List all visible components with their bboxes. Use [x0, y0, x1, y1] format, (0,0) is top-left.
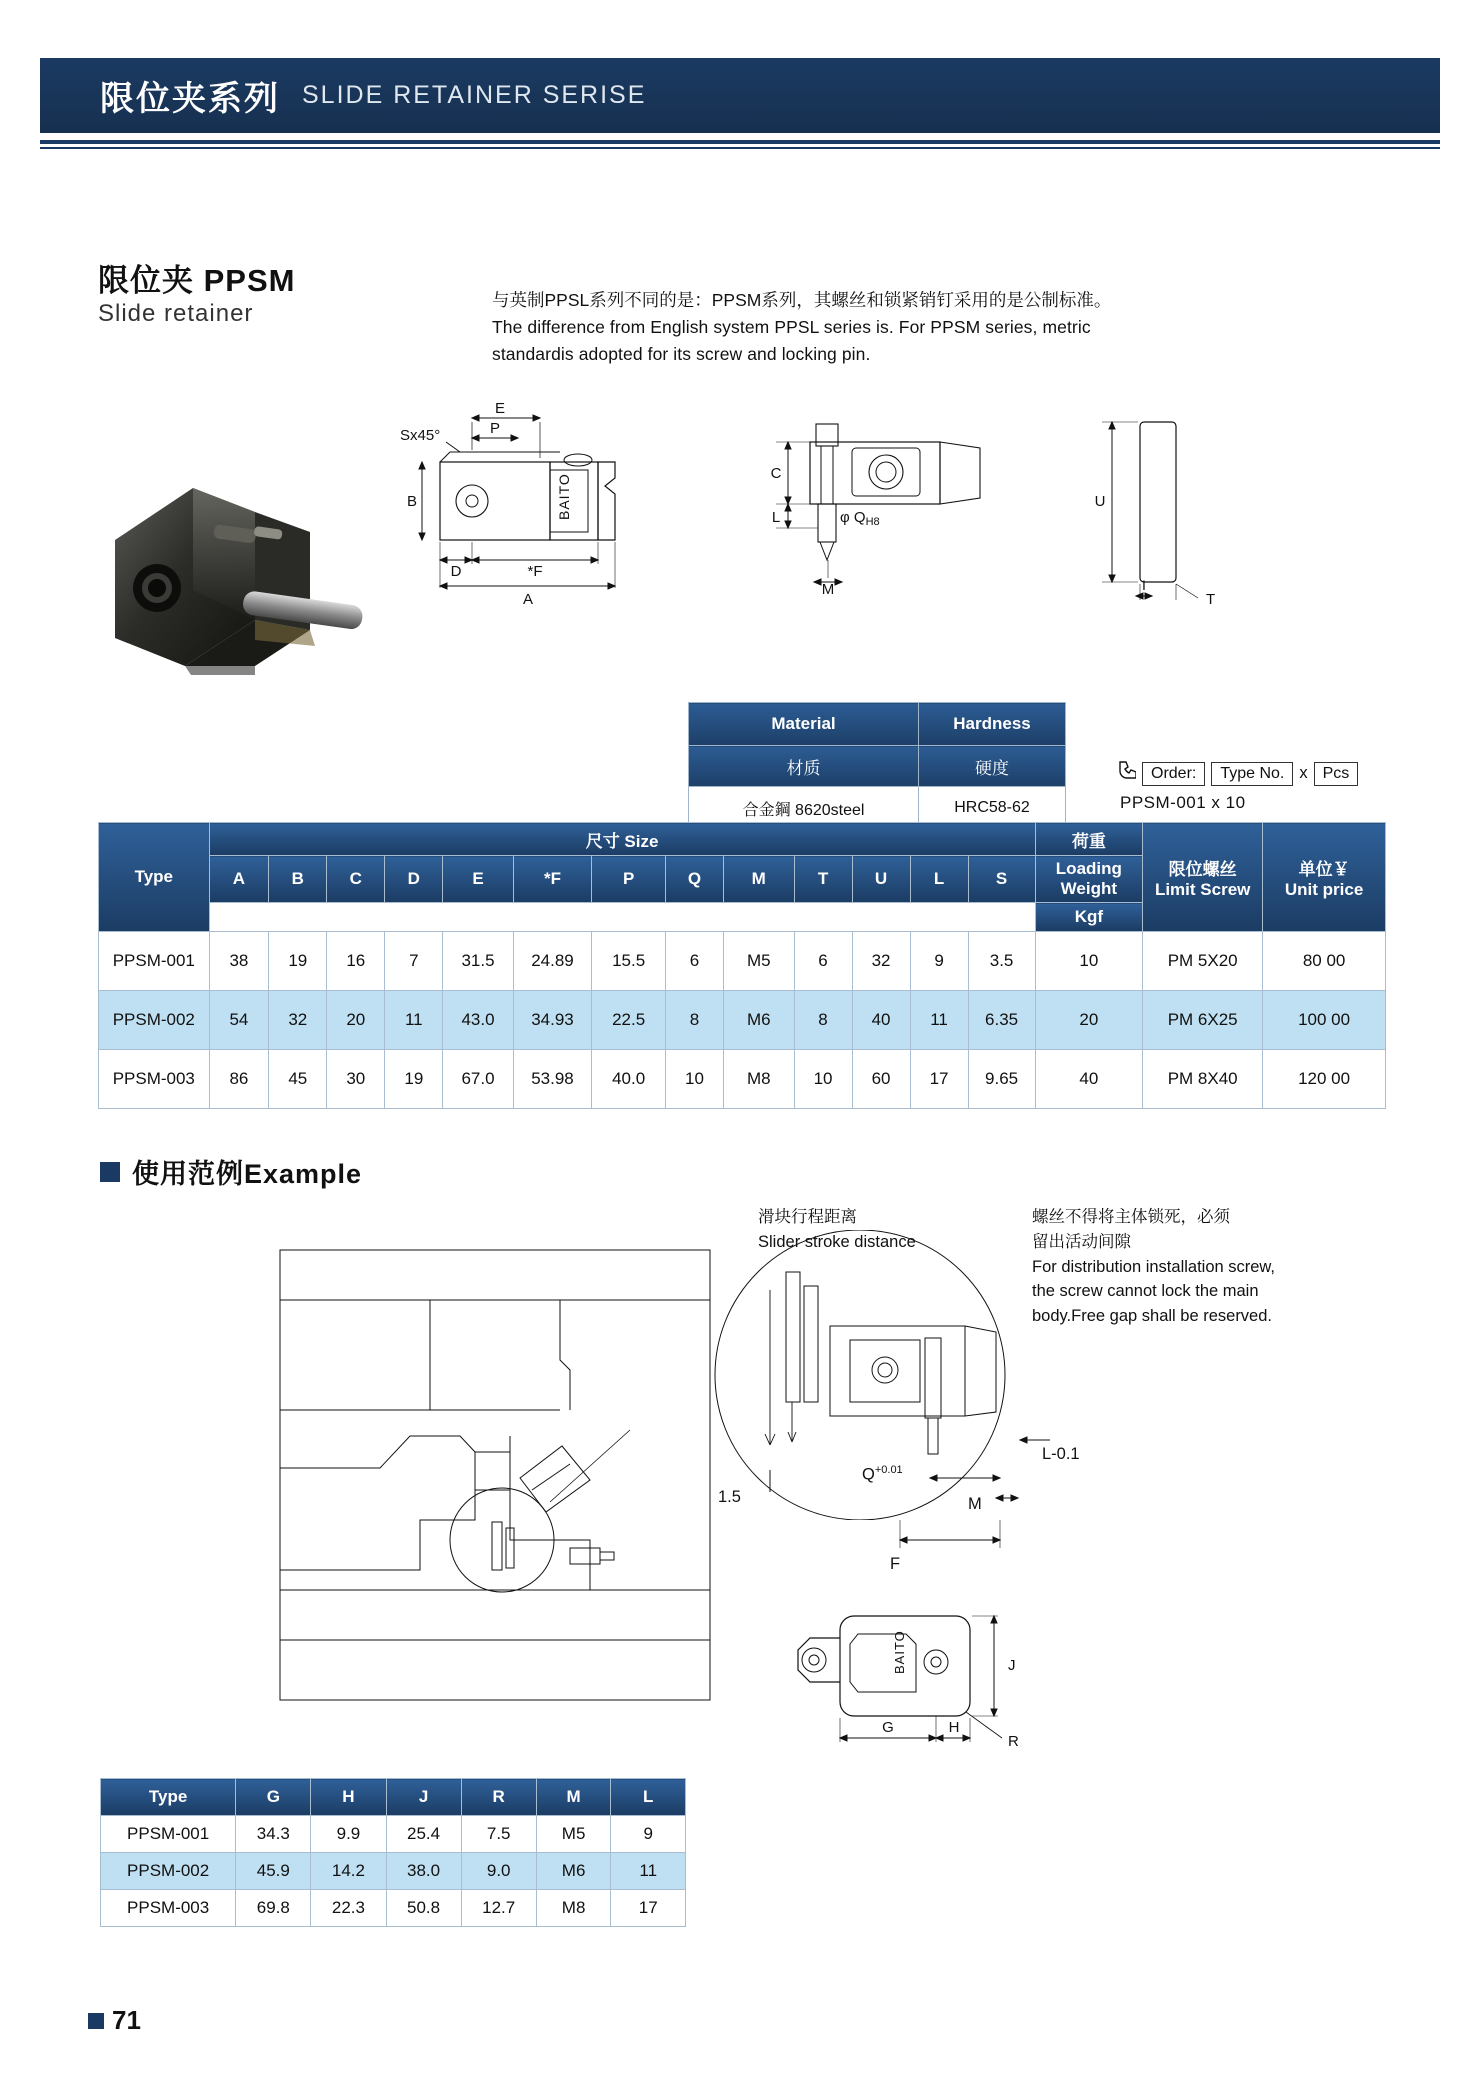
phone-icon [1118, 760, 1136, 787]
spec-col-L: L [910, 856, 968, 903]
svg-text:φ QH8: φ $Q_{H8}$ [840, 509, 880, 528]
cell-M: M6 [536, 1853, 611, 1890]
cell-A: 54 [209, 991, 269, 1050]
header-title-cn: 限位夹系列 [100, 80, 280, 118]
dim-Q-tolerance: +0.01 [874, 1464, 903, 1476]
material-table [688, 702, 1066, 830]
cell-D: 7 [385, 932, 443, 991]
cell-P: 22.5 [592, 991, 666, 1050]
note-en-line1: The difference from English system PPSL series is. For PPSM series, metric [492, 317, 1091, 338]
cell-load: 10 [1035, 932, 1143, 991]
warning-cn2: 留出活动间隙 [1032, 1232, 1131, 1251]
spec-col-M: M [724, 856, 795, 903]
cell-type: PPSM-002 [101, 1853, 236, 1890]
warning-en1: For distribution installation screw, [1032, 1257, 1276, 1276]
cell-F: 24.89 [513, 932, 592, 991]
spec-col-P: P [592, 856, 666, 903]
bot-col-M: M [536, 1779, 611, 1816]
table-row [101, 1890, 686, 1927]
spec-col-B: B [269, 856, 327, 903]
stroke-label-cn: 滑块行程距离 [758, 1208, 857, 1226]
cell-R: 12.7 [461, 1890, 536, 1927]
warning-en3: body.Free gap shall be reserved. [1032, 1307, 1272, 1325]
cell-L: 9 [611, 1816, 686, 1853]
cell-L: 17 [611, 1890, 686, 1927]
cell-B: 32 [269, 991, 327, 1050]
dim-F: F [890, 1555, 901, 1573]
spec-load-unit: Kgf [1035, 903, 1143, 932]
cell-price: 120 00 [1263, 1050, 1386, 1109]
svg-text:H: H [948, 1719, 960, 1736]
cell-screw: PM 8X40 [1143, 1050, 1263, 1109]
square-bullet-icon [100, 1162, 120, 1182]
warning-label [1032, 1205, 1372, 1329]
material-header: Material [689, 703, 919, 746]
cell-L: 11 [910, 991, 968, 1050]
product-title-cn: 限位夹 PPSM [98, 263, 296, 298]
svg-text:C: C [770, 465, 782, 482]
cell-G: 45.9 [236, 1853, 311, 1890]
spec-col-C: C [327, 856, 385, 903]
page-footer [88, 2005, 141, 2036]
cell-E: 43.0 [443, 991, 513, 1050]
order-label: Order: [1142, 762, 1205, 786]
cell-T: 10 [794, 1050, 852, 1109]
cell-P: 40.0 [592, 1050, 666, 1109]
spec-col-T: T [794, 856, 852, 903]
bot-col-R: R [461, 1779, 536, 1816]
cell-M: M8 [724, 1050, 795, 1109]
cell-L: 11 [611, 1853, 686, 1890]
cell-S: 6.35 [968, 991, 1035, 1050]
cell-M: M6 [724, 991, 795, 1050]
order-info [1118, 760, 1358, 813]
spec-col-Q: Q [666, 856, 724, 903]
table-row [99, 1050, 1386, 1109]
cell-B: 19 [269, 932, 327, 991]
svg-text:B: B [406, 493, 418, 510]
hardness-value: HRC58-62 [919, 787, 1066, 830]
order-pcs: Pcs [1314, 762, 1359, 786]
product-photo [105, 470, 395, 690]
bar-view-drawing [1080, 400, 1260, 620]
cell-Q: 6 [666, 932, 724, 991]
cell-Q: 8 [666, 991, 724, 1050]
cell-screw: PM 6X25 [1143, 991, 1263, 1050]
page-number: 71 [112, 2005, 141, 2035]
cell-type: PPSM-002 [99, 991, 210, 1050]
hardness-subheader: 硬度 [919, 746, 1066, 787]
cell-price: 80 00 [1263, 932, 1386, 991]
dim-L: L-0.1 [1042, 1445, 1080, 1463]
note-cn: 与英制PPSL系列不同的是：PPSM系列，其螺丝和锁紧销钉采用的是公制标准。 [492, 290, 1112, 310]
cell-type: PPSM-003 [99, 1050, 210, 1109]
cell-H: 22.3 [311, 1890, 386, 1927]
mold-example-drawing [270, 1240, 720, 1710]
cell-H: 14.2 [311, 1853, 386, 1890]
cell-screw: PM 5X20 [1143, 932, 1263, 991]
spec-screw-cn: 限位螺丝 [1168, 859, 1237, 879]
table-row [101, 1853, 686, 1890]
svg-text:BAITO: BAITO [892, 1630, 907, 1674]
dim-1_5: 1.5 [718, 1488, 741, 1506]
cell-type: PPSM-001 [101, 1816, 236, 1853]
svg-text:I: I [1142, 577, 1146, 593]
cell-R: 9.0 [461, 1853, 536, 1890]
svg-text:BAITO: BAITO [556, 473, 572, 520]
svg-text:L: L [771, 509, 781, 526]
product-note [492, 287, 1222, 368]
cell-load: 40 [1035, 1050, 1143, 1109]
svg-text:U: U [1094, 493, 1106, 510]
cell-L: 9 [910, 932, 968, 991]
material-value: 合金鋼 8620steel [689, 787, 919, 830]
cell-load: 20 [1035, 991, 1143, 1050]
order-times: x [1299, 764, 1308, 782]
cell-P: 15.5 [592, 932, 666, 991]
warning-en2: the screw cannot lock the main [1032, 1282, 1259, 1301]
plate-view-drawing [740, 1598, 1060, 1758]
svg-text:A: A [522, 591, 534, 608]
svg-text:Sx45°: Sx45° [400, 427, 441, 444]
spec-col-E: E [443, 856, 513, 903]
bot-col-type: Type [101, 1779, 236, 1816]
cell-type: PPSM-001 [99, 932, 210, 991]
spec-col-S: S [968, 856, 1035, 903]
cell-C: 30 [327, 1050, 385, 1109]
bot-col-L: L [611, 1779, 686, 1816]
cell-L: 17 [910, 1050, 968, 1109]
cell-Q: 10 [666, 1050, 724, 1109]
table-row [99, 991, 1386, 1050]
header-divider [40, 140, 1440, 144]
cell-U: 60 [852, 1050, 910, 1109]
cell-A: 86 [209, 1050, 269, 1109]
cell-F: 34.93 [513, 991, 592, 1050]
front-view-drawing [400, 400, 690, 630]
spec-col-D: D [385, 856, 443, 903]
header-divider-secondary [40, 147, 1440, 149]
cell-C: 20 [327, 991, 385, 1050]
svg-text:M: M [821, 581, 835, 598]
spec-table-body [99, 932, 1386, 1109]
cell-C: 16 [327, 932, 385, 991]
bottom-table [100, 1778, 686, 1927]
spec-col-F: *F [513, 856, 592, 903]
cell-S: 9.65 [968, 1050, 1035, 1109]
cell-G: 34.3 [236, 1816, 311, 1853]
warning-cn1: 螺丝不得将主体锁死，必须 [1032, 1208, 1230, 1226]
svg-text:R: R [1008, 1733, 1019, 1750]
dim-Q-text: Q [862, 1465, 875, 1484]
material-subheader: 材质 [689, 746, 919, 787]
cell-D: 19 [385, 1050, 443, 1109]
bot-col-H: H [311, 1779, 386, 1816]
cell-B: 45 [269, 1050, 327, 1109]
header-title-en: SLIDE RETAINER SERISE [302, 81, 647, 109]
note-en-line2: standardis adopted for its screw and locking pin. [492, 344, 871, 365]
detail-dimension-lines [700, 1400, 1080, 1590]
svg-text:J: J [1008, 1657, 1016, 1674]
spec-col-type: Type [99, 823, 210, 932]
cell-D: 11 [385, 991, 443, 1050]
cell-M: M8 [536, 1890, 611, 1927]
svg-text:T: T [1206, 591, 1216, 608]
bot-col-G: G [236, 1779, 311, 1816]
spec-col-price [1263, 823, 1386, 932]
table-row [99, 932, 1386, 991]
cell-U: 40 [852, 991, 910, 1050]
svg-text:G: G [882, 1719, 894, 1736]
cell-J: 38.0 [386, 1853, 461, 1890]
bot-col-J: J [386, 1779, 461, 1816]
spec-table [98, 822, 1386, 1109]
spec-load-cn: 荷重 [1035, 823, 1143, 856]
example-heading [100, 1152, 362, 1191]
stroke-label [758, 1205, 916, 1255]
cell-E: 31.5 [443, 932, 513, 991]
svg-text:*F: *F [527, 563, 543, 580]
cell-G: 69.8 [236, 1890, 311, 1927]
hardness-header: Hardness [919, 703, 1066, 746]
dim-M: M [968, 1495, 982, 1513]
cell-A: 38 [209, 932, 269, 991]
cell-M: M5 [536, 1816, 611, 1853]
cell-F: 53.98 [513, 1050, 592, 1109]
svg-text:P: P [489, 420, 501, 437]
cell-M: M5 [724, 932, 795, 991]
spec-load-en: Loading Weight [1035, 856, 1143, 903]
cell-S: 3.5 [968, 932, 1035, 991]
cell-R: 7.5 [461, 1816, 536, 1853]
cell-J: 25.4 [386, 1816, 461, 1853]
cell-T: 8 [794, 991, 852, 1050]
cell-E: 67.0 [443, 1050, 513, 1109]
spec-price-en: Unit price [1284, 879, 1364, 899]
side-view-drawing [740, 400, 1000, 630]
order-type-no: Type No. [1211, 762, 1293, 786]
spec-price-cn: 单位￥ [1298, 859, 1350, 879]
cell-T: 6 [794, 932, 852, 991]
order-example: PPSM-001 x 10 [1120, 793, 1246, 812]
cell-J: 50.8 [386, 1890, 461, 1927]
spec-col-screw [1143, 823, 1263, 932]
spec-col-A: A [209, 856, 269, 903]
cell-price: 100 00 [1263, 991, 1386, 1050]
cell-H: 9.9 [311, 1816, 386, 1853]
spec-screw-en: Limit Screw [1154, 879, 1251, 899]
cell-type: PPSM-003 [101, 1890, 236, 1927]
page-header [40, 58, 1440, 133]
stroke-label-en: Slider stroke distance [758, 1232, 916, 1251]
spec-col-U: U [852, 856, 910, 903]
footer-square-icon [88, 2013, 104, 2029]
example-heading-text: 使用范例Example [132, 1159, 363, 1189]
svg-text:D: D [450, 563, 462, 580]
cell-U: 32 [852, 932, 910, 991]
spec-group-size: 尺寸 Size [209, 823, 1035, 856]
svg-text:E: E [494, 400, 506, 417]
table-row [101, 1816, 686, 1853]
product-title-en: Slide retainer [98, 300, 254, 327]
